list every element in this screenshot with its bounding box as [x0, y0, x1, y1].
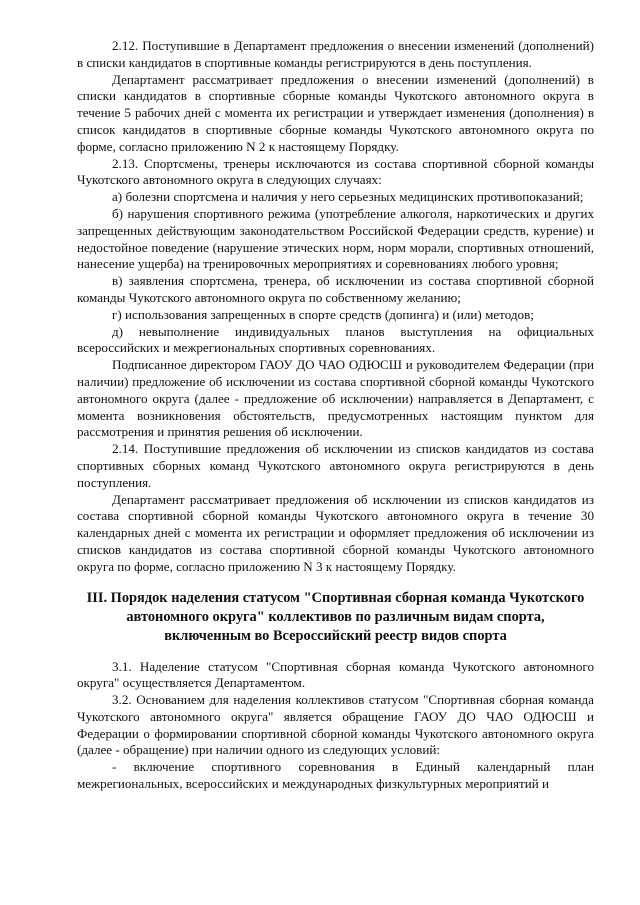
list-item-a: а) болезни спортсмена и наличия у него серьезных медицинских противопоказаний;: [112, 189, 584, 205]
section-heading-line-1: III. Порядок наделения статусом "Спортивная сборная команда Чукотского: [86, 589, 585, 606]
list-item-inclusion: - включение спортивного соревнования в Единый календарный план межрегиональных, всероссийских и международных физкультурных мероприятий и: [77, 759, 594, 792]
list-item-g: г) использования запрещенных в спорте средств (допинга) и (или) методов;: [112, 306, 534, 322]
section-heading: [77, 589, 594, 646]
paragraph-2-13: 2.13. Спортсмены, тренеры исключаются из состава спортивной сборной команды Чукотского автономного округа в следующих случаях:: [77, 155, 594, 188]
paragraph-2-12: 2.12. Поступившие в Департамент предложения о внесении изменений (дополнений) в списки кандидатов в спортивные команды регистрируются в день поступления.: [77, 38, 594, 70]
document-page: [77, 38, 594, 793]
paragraph-2-14: 2.14. Поступившие предложения об исключении из списков кандидатов из состава спортивных сборных команд Чукотского автономного округа регистрируются в день поступления.: [77, 441, 594, 490]
section-heading-line-2: автономного округа" коллективов по различным видам спорта,: [126, 608, 545, 625]
paragraph-3-2: 3.2. Основанием для наделения коллективов статусом "Спортивная сборная команда Чукотского автономного округа" является обращение ГАОУ ДО ЧАО ОДЮСШ и Федерации о формировании спортивной сборной команды Чукотского автономного округа (далее - обращение) при наличии одного из следующих условий:: [77, 692, 594, 758]
paragraph-3-1: 3.1. Наделение статусом "Спортивная сборная команда Чукотского автономного округа" осуществляется Департаментом.: [77, 658, 594, 691]
paragraph-department-review-changes: Департамент рассматривает предложения о внесении изменений (дополнений) в списки кандидатов в спортивные сборные команды Чукотского автономного округа в течение 5 рабочих дней с момента их регистрации и утверждает изменения (дополнения) в список кандидатов в спортивные сборные команды Чукотского автономного округа по форме, согласно приложению N 2 к настоящему Порядку.: [77, 71, 594, 154]
list-item-v: в) заявления спортсмена, тренера, об исключении из состава спортивной сборной команды Чукотского автономного округа по собственному желанию;: [77, 273, 594, 305]
list-item-d: д) невыполнение индивидуальных планов выступления на официальных всероссийских и межрегиональных спортивных соревнованиях.: [77, 323, 594, 356]
paragraph-department-review-exclusion: Департамент рассматривает предложения об исключении из списков кандидатов из состава спортивной сборной команды Чукотского автономного округа в течение 30 календарных дней с момента их регистрации и оформляет предложения об исключении из списков кандидатов из состава спортивной сборной команды Чукотского автономного округа по форме, согласно приложению N 3 к настоящему Порядку.: [77, 491, 594, 574]
paragraph-signed-proposal: Подписанное директором ГАОУ ДО ЧАО ОДЮСШ и руководителем Федерации (при наличии) предложение об исключении из состава спортивной сборной команды Чукотского автономного округа (далее - предложение об исключении) направляется в Департамент, с момента возникновения обстоятельств, предусмотренных настоящим пунктом для рассмотрения и принятия решения об исключении.: [77, 357, 594, 440]
list-item-b: б) нарушения спортивного режима (употребление алкоголя, наркотических и других запрещенных действующим законодательством Российской Федерации средств, курение) и недостойное поведение (нарушение этических норм, норм морали, спортивных отношений, нанесение ущерба) на тренировочных мероприятиях и соревнованиях любого уровня;: [77, 205, 594, 272]
section-heading-line-3: включенным во Всероссийский реестр видов спорта: [164, 627, 507, 644]
